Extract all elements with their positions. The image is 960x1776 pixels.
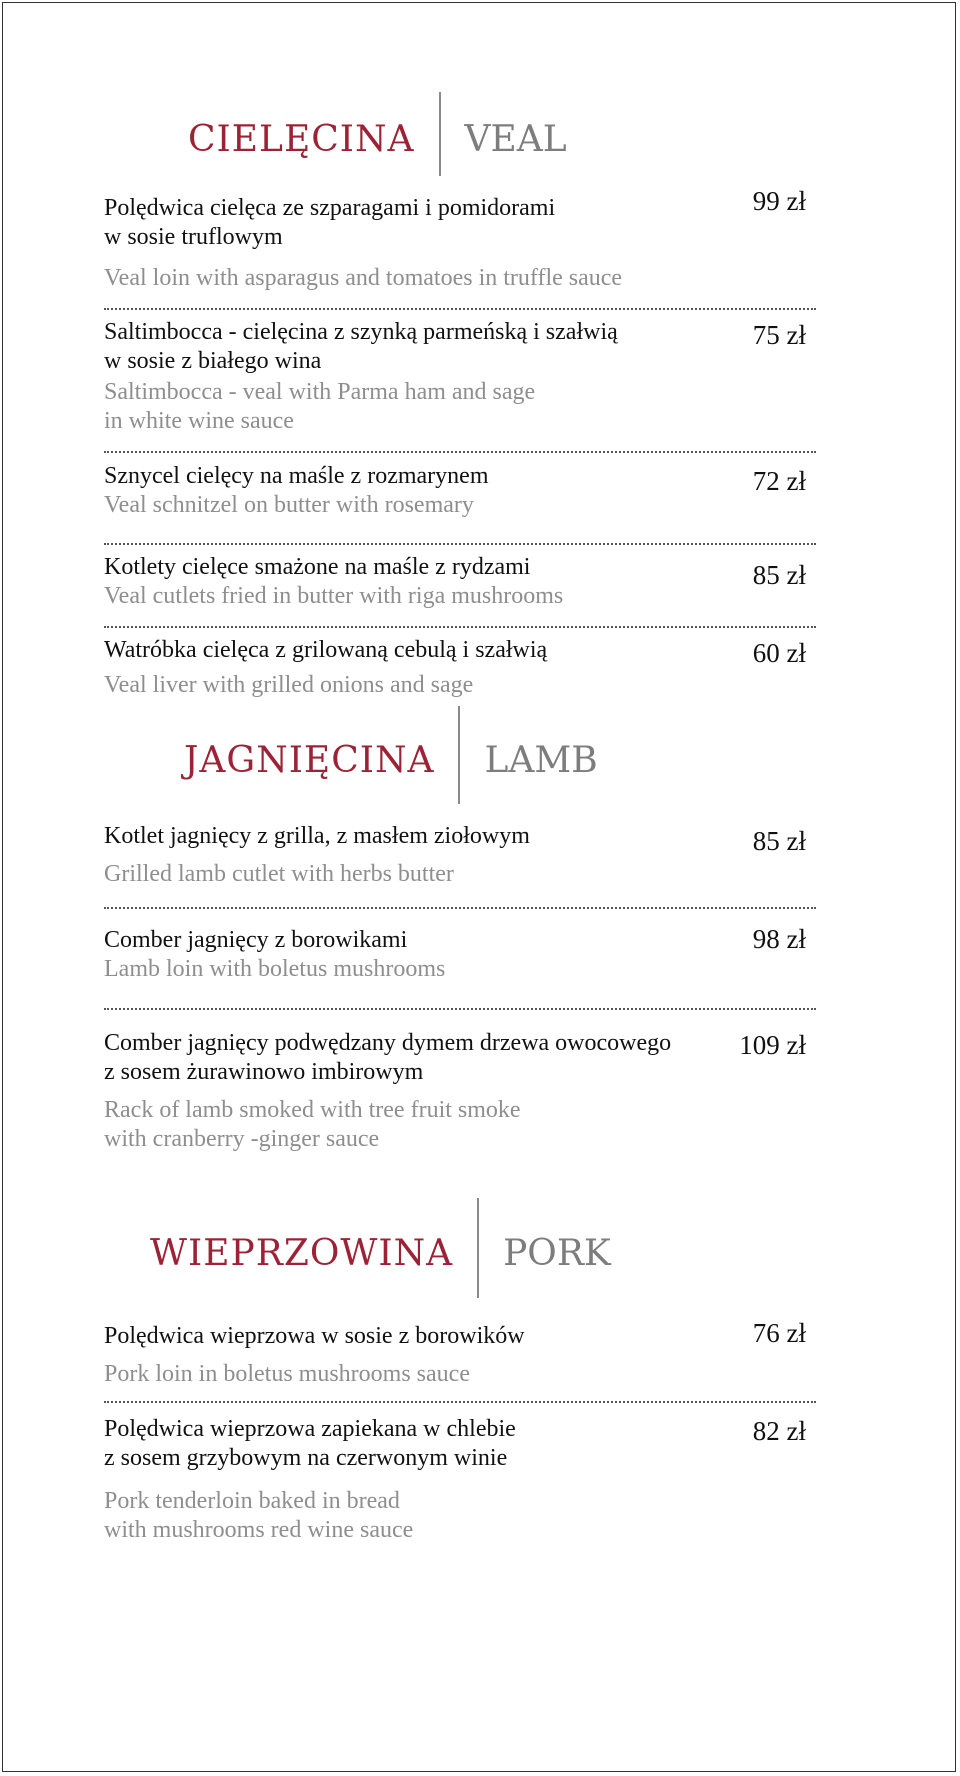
section-title-pl: jagnięcina (184, 725, 435, 785)
section-header-pork (150, 1198, 611, 1298)
title-divider (458, 706, 460, 804)
dish-name-en: Veal loin with asparagus and tomatoes in truffle sauce (104, 265, 623, 291)
dotted-divider (104, 308, 816, 310)
dish-name-en: Saltimbocca - veal with Parma ham and sage in white wine sauce (104, 379, 536, 434)
dish-name-pl: Kotlet jagnięcy z grilla, z masłem ziołowym (104, 823, 530, 849)
dotted-divider (104, 1401, 816, 1403)
dish-name-pl: Comber jagnięcy z borowikami (104, 927, 408, 953)
section-title-en: veal (464, 104, 567, 164)
dish-name-pl: Sznycel cielęcy na maśle z rozmarynem (104, 463, 489, 489)
dish-name-pl: Kotlety cielęce smażone na maśle z rydzami (104, 554, 531, 580)
dish-name-pl: Polędwica wieprzowa w sosie z borowików (104, 1323, 525, 1349)
dish-name-en: Lamb loin with boletus mushrooms (104, 956, 446, 982)
dish-name-en: Veal cutlets fried in butter with riga mushrooms (104, 583, 564, 609)
dish-price: 60 zł (752, 638, 806, 668)
dish-name-pl: Polędwica cielęca ze szparagami i pomidorami w sosie truflowym (104, 195, 556, 250)
dish-name-pl: Saltimbocca - cielęcina z szynką parmeńską i szałwią w sosie z białego wina (104, 319, 618, 374)
dish-price: 99 zł (752, 186, 806, 216)
dish-name-en: Pork tenderloin baked in bread with mushrooms red wine sauce (104, 1488, 414, 1543)
section-title-en: lamb (484, 725, 598, 785)
dish-price: 109 zł (739, 1030, 806, 1060)
dish-price: 75 zł (752, 320, 806, 350)
dish-name-en: Veal schnitzel on butter with rosemary (104, 492, 474, 518)
dish-price: 76 zł (752, 1318, 806, 1348)
title-divider (439, 92, 441, 176)
section-title-pl: cielęcina (188, 104, 415, 164)
dish-name-en: Veal liver with grilled onions and sage (104, 672, 474, 698)
dotted-divider (104, 1008, 816, 1010)
title-divider (477, 1198, 479, 1298)
dish-name-pl: Comber jagnięcy podwędzany dymem drzewa owocowego z sosem żurawinowo imbirowym (104, 1030, 672, 1085)
dish-price: 72 zł (752, 466, 806, 496)
dotted-divider (104, 907, 816, 909)
dish-price: 85 zł (752, 826, 806, 856)
dish-name-en: Rack of lamb smoked with tree fruit smoke with cranberry -ginger sauce (104, 1097, 521, 1152)
dish-price: 82 zł (752, 1416, 806, 1446)
dotted-divider (104, 626, 816, 628)
dish-name-pl: Watróbka cielęca z grilowaną cebulą i szałwią (104, 637, 548, 663)
section-header-lamb (184, 706, 598, 804)
dish-name-pl: Polędwica wieprzowa zapiekana w chlebie z sosem grzybowym na czerwonym winie (104, 1416, 516, 1471)
dotted-divider (104, 451, 816, 453)
dotted-divider (104, 543, 816, 545)
dish-name-en: Pork loin in boletus mushrooms sauce (104, 1361, 470, 1387)
section-header-veal (188, 92, 567, 176)
section-title-pl: wieprzowina (150, 1218, 454, 1278)
dish-price: 85 zł (752, 560, 806, 590)
dish-name-en: Grilled lamb cutlet with herbs butter (104, 861, 454, 887)
section-title-en: pork (503, 1218, 611, 1278)
dish-price: 98 zł (752, 924, 806, 954)
